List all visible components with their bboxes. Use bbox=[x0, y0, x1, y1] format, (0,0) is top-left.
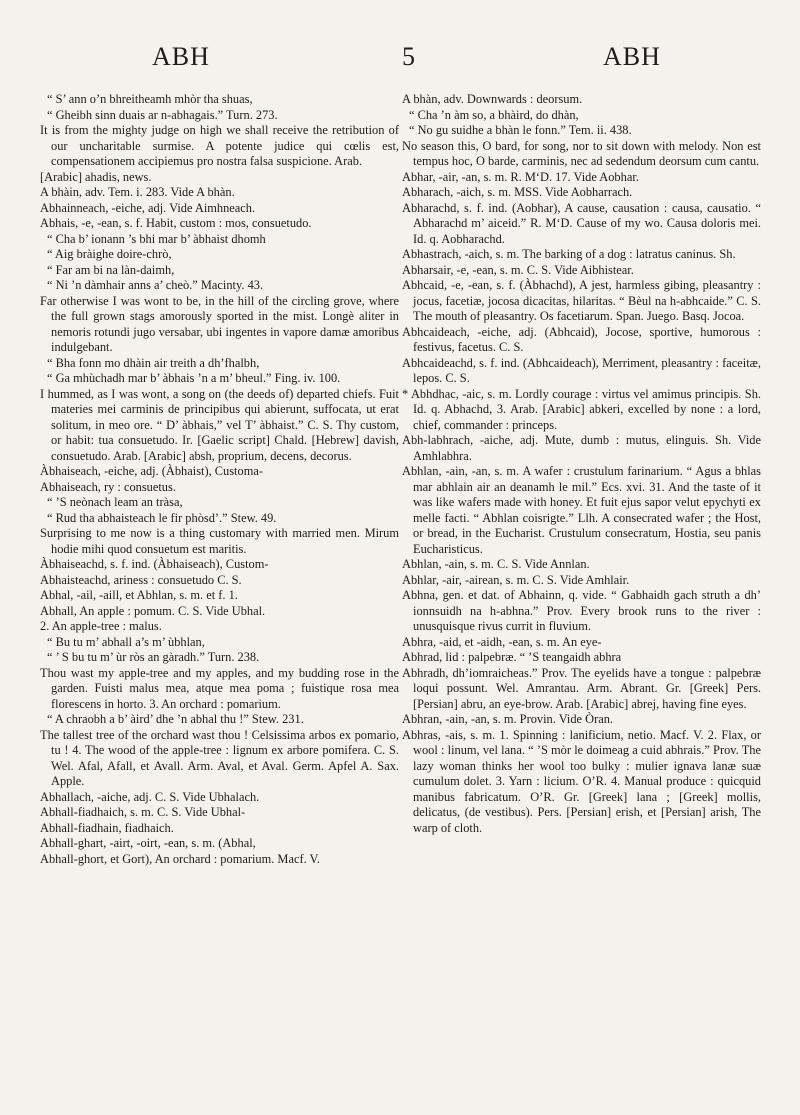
dictionary-entry: Abharsair, -e, -ean, s. m. C. S. Vide Aibhistear. bbox=[402, 262, 634, 277]
dictionary-entry: Abharachd, s. f. ind. (Aobhar), A cause, causation : causa, causatio. “ Abharachd m’ aiceid.” R. M‘D. Cause of my wo. Causa doloris mei. Id. q. Aobharachd. bbox=[402, 200, 761, 246]
header-left-guideword: ABH bbox=[152, 42, 210, 71]
dictionary-entry: A bhàn, adv. Downwards : deorsum. bbox=[402, 92, 583, 106]
dictionary-entry: Abhastrach, -aich, s. m. The barking of a dog : latratus caninus. Sh. bbox=[402, 247, 736, 261]
dictionary-entry: Àbhaiseachd, s. f. ind. (Àbhaiseach), Custom- bbox=[40, 557, 269, 571]
dictionary-entry: “ Bha fonn mo dhàin air treith a dh’fhalbh, bbox=[47, 355, 260, 370]
dictionary-entry: Abhaisteachd, ariness : consuetudo C. S. bbox=[40, 572, 242, 587]
dictionary-entry: “ Ga mhùchadh mar b’ àbhais ’n a m’ bheul.” Fing. iv. 100. bbox=[47, 371, 341, 385]
dictionary-entry: It is from the mighty judge on high we shall receive the retribution of our uncharitable surmise. A potente judice qui cœlis est, compensationem accipiemus pro nostra falsa suspicione. Arab. bbox=[40, 123, 399, 168]
dictionary-entry: “ A chraobh a b’ àird’ dhe ’n abhal thu !” Stew. 231. bbox=[47, 712, 304, 726]
dictionary-entry: Abhaiseach, ry : consuetus. bbox=[40, 479, 176, 494]
page-number: 5 bbox=[402, 42, 416, 71]
dictionary-entry: Abhall, An apple : pomum. C. S. Vide Ubhal. bbox=[40, 603, 266, 618]
dictionary-entry: Abhra, -aid, et -aidh, -ean, s. m. An eye- bbox=[402, 634, 602, 649]
dictionary-entry: Far otherwise I was wont to be, in the hill of the circling grove, where the full grown stags amorously sported in the mist. Longè aliter in nemoris rotundi jugo versabar, ubi ingentes in vapore damæ amoribus indulgebant. bbox=[40, 293, 399, 354]
dictionary-entry: A bhàin, adv. Tem. i. 283. Vide A bhàn. bbox=[40, 185, 235, 199]
dictionary-entry: Abhrad, lid : palpebræ. “ ’S teangaidh abhra bbox=[402, 650, 622, 664]
dictionary-entry: “ Bu tu m’ abhall a’s m’ ùbhlan, bbox=[47, 634, 205, 649]
dictionary-entry: Abhcaid, -e, -ean, s. f. (Àbhachd), A jest, harmless gibing, pleasantry : jocus, facetiæ, jocosa dicacitas, hilaritas. “ Bèul na h-abhcaide.” C. S. The mouth of pleasantry. Os facetiarum. Span. Juego. Basq. Jocoa. bbox=[402, 278, 761, 323]
dictionary-entry: “ Aig bràighe doire-chrò, bbox=[47, 247, 172, 261]
dictionary-entry: 2. An apple-tree : malus. bbox=[40, 619, 162, 633]
dictionary-entry: Abhall-ghort, et Gort), An orchard : pomarium. Macf. V. bbox=[40, 851, 320, 866]
dictionary-entry: Abhainneach, -eiche, adj. Vide Aimhneach. bbox=[40, 200, 256, 215]
dictionary-entry: No season this, O bard, for song, nor to sit down with melody. Non est tempus hoc, O barde, carminis, nec ad sedendum deorsum cum cantu. bbox=[402, 138, 761, 168]
dictionary-entry: Abhar, -air, -an, s. m. R. M‘D. 17. Vide Aobhar. bbox=[402, 169, 639, 184]
dictionary-entry: Abhall-fiadhaich, s. m. C. S. Vide Ubhal- bbox=[40, 805, 246, 819]
left-column bbox=[40, 92, 399, 867]
dictionary-entry: Abhras, -ais, s. m. 1. Spinning : lanificium, netio. Macf. V. 2. Flax, or wool : linum, vel lana. “ ’S mòr le doimeag a cuid abhrais.” Prov. The lazy woman thinks her wool too bulky : mulier ignava lanæ suæ cumulum dolet. 3. Yarn : licium. O’R. 4. Manual produce : quicquid manibus fabricatum. O’R. Gr. [Greek] lana ; [Greek] mollis, delicatus, (de vestibus). Pers. [Persian] erish, et [Persian] arish, The warp of cloth. bbox=[402, 727, 761, 835]
right-column bbox=[402, 92, 761, 836]
dictionary-entry: Abhal, -ail, -aill, et Abhlan, s. m. et f. 1. bbox=[40, 588, 238, 602]
dictionary-entry: “ Cha b’ ionann ’s bhi mar b’ àbhaist dhomh bbox=[47, 231, 266, 246]
dictionary-entry: Abhlan, -ain, s. m. C. S. Vide Annlan. bbox=[402, 557, 590, 571]
dictionary-entry: “ Rud tha abhaisteach le fir phòsd’.” Stew. 49. bbox=[47, 510, 277, 525]
dictionary-entry: Abhcaideachd, s. f. ind. (Abhcaideach), Merriment, pleasantry : faceitæ, lepos. C. S. bbox=[402, 355, 761, 385]
dictionary-entry: Abhais, -e, -ean, s. f. Habit, custom : mos, consuetudo. bbox=[40, 216, 312, 230]
dictionary-entry: Abhall-fiadhain, fiadhaich. bbox=[40, 820, 174, 835]
dictionary-entry: [Arabic] ahadis, news. bbox=[40, 169, 152, 184]
dictionary-entry: Abhallach, -aiche, adj. C. S. Vide Ubhalach. bbox=[40, 789, 260, 804]
dictionary-entry: “ Gheibh sinn duais ar n-abhagais.” Turn. 273. bbox=[47, 107, 278, 122]
dictionary-entry: Àbhaiseach, -eiche, adj. (Àbhaist), Customa- bbox=[40, 464, 263, 478]
dictionary-entry: The tallest tree of the orchard wast thou ! Celsissima arbos ex pomario, tu ! 4. The wood of the apple-tree : lignum ex arbore pomifera. C. S. Wel. Afal, Afall, et Avall. Arm. Aval, et Aval. Germ. Apfel A. Sax. Apple. bbox=[40, 727, 399, 788]
dictionary-entry: Abh-labhrach, -aiche, adj. Mute, dumb : mutus, elinguis. Sh. Vide Amhlabhra. bbox=[402, 433, 761, 463]
dictionary-entry: “ Far am bi na làn-daimh, bbox=[47, 262, 175, 277]
dictionary-entry: Abhall-ghart, -airt, -oirt, -ean, s. m. (Abhal, bbox=[40, 836, 256, 850]
dictionary-entry: Abhna, gen. et dat. of Abhainn, q. vide. “ Gabhaidh gach struth a dh’ ionnsuidh na h-abhna.” Prov. Every brook runs to the river : unusquisque rivus currit in fluvium. bbox=[402, 588, 761, 633]
dictionary-entry: * Abhdhac, -aic, s. m. Lordly courage : virtus vel amimus principis. Sh. Id. q. Abhachd, 3. Arab. [Arabic] abkeri, excelled by none : a lord, chief, commander : princeps. bbox=[402, 386, 761, 432]
dictionary-entry: “ ’S neònach leam an tràsa, bbox=[47, 495, 183, 509]
dictionary-entry: Abhlan, -ain, -an, s. m. A wafer : crustulum farinarium. “ Agus a bhlas mar abhlain air an deanamh le mil.” Ecs. xvi. 31. And the taste of it was like wafers made with honey. Et fuit ejus sapor velut epychyti ex melle facti. “ Abhlan coisrigte.” Llh. A consecrated wafer ; the Host, or bread, in the Eucharist. Crustulum consecratum, Hostia, seu panis Eucharisticus. bbox=[402, 464, 761, 556]
running-header bbox=[40, 42, 760, 82]
dictionary-entry: “ Ni ’n dàmhair anns a’ cheò.” Macinty. 43. bbox=[47, 278, 264, 292]
dictionary-entry: “ No gu suidhe a bhàn le fonn.” Tem. ii. 438. bbox=[409, 123, 632, 137]
dictionary-entry: Abhlar, -air, -airean, s. m. C. S. Vide Amhlair. bbox=[402, 572, 630, 587]
dictionary-entry: “ ’ S bu tu m’ ùr ròs an gàradh.” Turn. 238. bbox=[47, 650, 260, 664]
dictionary-entry: Thou wast my apple-tree and my apples, and my budding rose in the garden. Fuisti malus mea, atque mea poma ; fuistique rosa mea florescens in horto. 3. An orchard : pomarium. bbox=[40, 665, 399, 711]
header-right-guideword: ABH bbox=[603, 42, 661, 71]
dictionary-entry: “ S’ ann o’n bhreitheamh mhòr tha shuas, bbox=[47, 92, 253, 106]
dictionary-entry: Abhran, -ain, -an, s. m. Provin. Vide Òran. bbox=[402, 712, 614, 726]
dictionary-entry: Surprising to me now is a thing customary with married men. Mirum hodie mihi quod consuetum est maritis. bbox=[40, 526, 399, 556]
dictionary-entry: Abharach, -aich, s. m. MSS. Vide Aobharrach. bbox=[402, 185, 633, 199]
dictionary-entry: “ Cha ’n àm so, a bhàird, do dhàn, bbox=[409, 107, 579, 122]
dictionary-entry: Abhradh, dh’iomraicheas.” Prov. The eyelids have a tongue : palpebræ loqui possunt. Wel. Amrantau. Arm. Abrant. Gr. [Greek] Pers. [Persian] abru, an eye-brow. Arab. [Arabic] abrej, having fine eyes. bbox=[402, 665, 761, 711]
dictionary-entry: I hummed, as I was wont, a song on (the deeds of) departed chiefs. Fuit materies mei carminis de principibus qui abierunt, suffocata, ut erat solitum, in meo ore. “ D’ àbhais,” vel T’ àbhaist.” C. S. Thy custom, or habit: tua consuetudo. Ir. [Gaelic script] Chald. [Hebrew] davish, consuetudo. Arab. [Arabic] absh, proprium, decens, decorus. bbox=[40, 386, 399, 463]
dictionary-entry: Abhcaideach, -eiche, adj. (Abhcaid), Jocose, sportive, humorous : festivus, facetus. C. S. bbox=[402, 324, 761, 354]
